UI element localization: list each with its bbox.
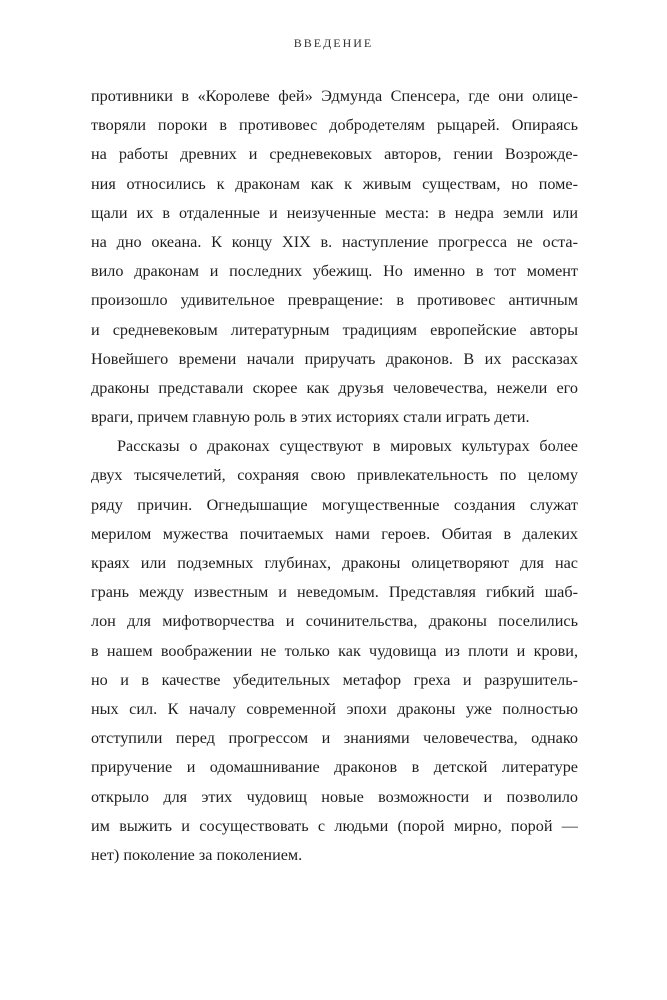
text-line: двух тысячелетий, сохраняя свою привлекательность по целому [91,466,578,485]
paragraph-2 [91,432,578,870]
text-line: творяли пороки в противовес добродетелям рыцарей. Опираясь [91,116,578,135]
text-line: противники в «Королеве фей» Эдмунда Спенсера, где они олице- [91,87,578,105]
text-line: и средневековым литературным традициям европейские авторы [91,320,578,339]
text-line: им выжить и сосуществовать с людьми (порой мирно, порой — [91,816,578,835]
text-line: на работы древних и средневековых авторов, гении Возрожде- [91,145,578,164]
text-line: открыло для этих чудовищ новые возможности и позволило [91,787,578,806]
text-line: щали их в отдаленные и неизученные места: в недра земли или [91,203,578,222]
text-line: враги, причем главную роль в этих историях стали играть дети. [91,408,530,427]
text-line: лон для мифотворчества и сочинительства, драконы поселились [91,612,578,631]
text-line: Новейшего времени начали приручать драконов. В их рассказах [91,349,578,368]
text-line: вило драконам и последних убежищ. Но именно в тот момент [91,262,578,281]
text-line: ния относились к драконам как к живым существам, но поме- [91,174,578,193]
text-line: приручение и одомашнивание драконов в детской литературе [91,758,578,777]
text-line: произошло удивительное превращение: в противовес античным [91,291,578,310]
text-line: драконы представали скорее как друзья человечества, нежели его [91,378,578,397]
text-line: Рассказы о драконах существуют в мировых культурах более [117,437,578,456]
text-line: ных сил. К началу современной эпохи драконы уже полностью [91,699,578,718]
text-line: нет) поколение за поколением. [91,845,303,864]
text-line: на дно океана. К концу XIX в. наступление прогресса не оста- [91,232,578,251]
text-line: мерилом мужества почитаемых нами героев. Обитая в далеких [91,524,578,543]
paragraph-1 [91,82,578,432]
text-line: но и в качестве убедительных метафор греха и разрушитель- [91,670,578,689]
text-line: краях или подземных глубинах, драконы олицетворяют для нас [91,554,578,572]
body-text [91,82,578,870]
text-line: в нашем воображении не только как чудовища из плоти и крови, [91,641,578,660]
running-head: ВВЕДЕНИЕ [293,36,374,50]
text-line: грань между известным и неведомым. Представляя гибкий шаб- [91,583,578,602]
text-line: отступили перед прогрессом и знаниями человечества, однако [91,729,578,748]
text-line: ряду причин. Огнедышащие могущественные создания служат [91,495,578,514]
